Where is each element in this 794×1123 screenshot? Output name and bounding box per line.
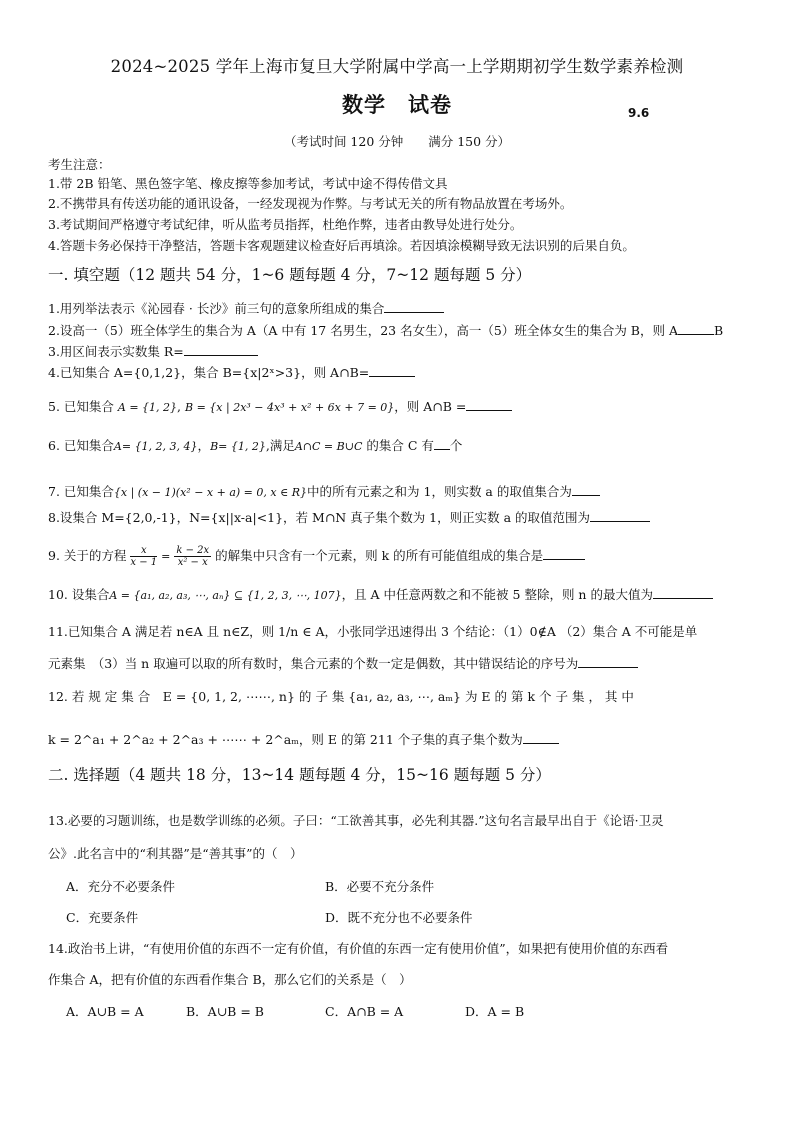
- question-6-post: 的集合 C 有: [366, 438, 434, 453]
- fraction-denominator: x² − x: [177, 557, 208, 568]
- question-14-line-1: 14.政治书上讲，“有使用价值的东西不一定有价值，有价值的东西一定有使用价值”，如果把有使用价值的东西看: [48, 941, 669, 956]
- question-12-text: k = 2^a₁ + 2^a₂ + 2^a₃ + ⋯⋯ + 2^aₘ，则 E 的第 211 个子集的真子集个数为: [48, 732, 523, 747]
- question-12-line-2: [48, 731, 750, 749]
- question-7: [48, 483, 750, 502]
- notice-item-2: 2.不携带具有传送功能的通讯设备，一经发现视为作弊。与考试无关的所有物品放置在考场外。: [48, 196, 573, 211]
- notice-item-3: 3.考试期间严格遵守考试纪律，听从监考员指挥，杜绝作弊，违者由教导处进行处分。: [48, 217, 523, 232]
- question-7-set: {x | (x − 1)(x² − x + a) = 0, x ∈ R}: [113, 486, 308, 499]
- question-5-post: ，则 A∩B =: [394, 399, 467, 414]
- answer-blank: [466, 398, 512, 411]
- answer-blank: [434, 437, 450, 450]
- fraction-denominator: x − 1: [130, 557, 158, 568]
- question-8-text: 8.设集合 M={2,0,-1}，N={x||x-a|<1}，若 M∩N 真子集个数为 1，则正实数 a 的取值范围为: [48, 510, 591, 525]
- question-14-line-2: 作集合 A，把有价值的东西看作集合 B，那么它们的关系是（ ）: [48, 972, 412, 987]
- exam-subject: 数学 试卷: [342, 92, 452, 117]
- exam-title: 2024~2025 学年上海市复旦大学附属中学高一上学期期初学生数学素养检测: [110, 57, 684, 76]
- question-5-text: 5. 已知集合: [48, 399, 114, 414]
- question-11-text: 元素集 （3）当 n 取遍可以取的所有数时，集合元素的个数一定是偶数，其中错误结论的序号为: [48, 656, 579, 671]
- notice-item-1: 1.带 2B 铅笔、黑色签字笔、橡皮擦等参加考试，考试中途不得传借文具: [48, 176, 448, 191]
- question-6-end: 个: [449, 438, 463, 453]
- question-10-set: A = {a₁, a₂, a₃, ⋯, aₙ} ⊆ {1, 2, 3, ⋯, 107}: [109, 589, 342, 602]
- question-5-set-b: B = {x | 2x³ − 4x³ + x² + 6x + 7 = 0}: [185, 401, 395, 414]
- answer-blank: [578, 655, 638, 668]
- question-2-tail: B: [713, 323, 724, 338]
- answer-blank: [653, 586, 713, 599]
- question-9-fraction-right: [174, 545, 211, 568]
- question-14-option-d: D．A = B: [465, 1004, 525, 1019]
- fraction-numerator: k − 2x: [176, 545, 210, 556]
- question-1-text: 1.用列举法表示《沁园春 · 长沙》前三句的意象所组成的集合: [48, 301, 385, 316]
- question-5: 5. 已知集合 A = {1, 2}, B = {x | 2x³ − 4x³ + x² + 6x + 7 = 0}，则 A∩B =: [48, 398, 750, 417]
- question-6: 6. 已知集合A= {1, 2, 3, 4}，B= {1, 2},满足A∩C = B∪C 的集合 C 有 个: [48, 438, 463, 453]
- question-6-set-a: A= {1, 2, 3, 4}: [113, 440, 198, 453]
- question-13-line-2: 公》.此名言中的“利其器”是“善其事”的（ ）: [48, 846, 303, 861]
- question-14-option-a: A．A∪B = A: [66, 1004, 144, 1019]
- answer-blank: [384, 300, 444, 313]
- exam-time-info: （考试时间 120 分钟 满分 150 分）: [283, 134, 511, 149]
- question-13-option-a: A．充分不必要条件: [66, 879, 176, 894]
- question-8: [48, 509, 750, 527]
- answer-blank: [523, 731, 559, 744]
- fraction-numerator: x: [130, 545, 157, 557]
- question-11-line-1: 11.已知集合 A 满足若 n∈A 且 n∈Z，则 1/n ∈ A，小张同学迅速得出 3 个结论：（1）0∉A （2）集合 A 不可能是单: [48, 624, 698, 639]
- question-13-line-1: 13.必要的习题训练，也是数学训练的必须。子曰：“工欲善其事，必先利其器.”这句名言最早出自于《论语·卫灵: [48, 813, 664, 828]
- exam-date: 9.6: [628, 106, 650, 120]
- question-3-text: 3.用区间表示实数集 R=: [48, 344, 184, 359]
- question-6-mid: 满足: [269, 438, 295, 453]
- question-10: [48, 586, 750, 605]
- question-13-option-b: B．必要不充分条件: [325, 879, 435, 894]
- question-11-line-2: [48, 655, 750, 673]
- question-1: [48, 300, 750, 318]
- question-6-condition: A∩C = B∪C: [294, 440, 363, 453]
- question-5-set-a: A = {1, 2}: [117, 401, 178, 414]
- question-6-text: 6. 已知集合: [48, 438, 114, 453]
- section-1-heading: 一. 填空题（12 题共 54 分，1~6 题每题 4 分，7~12 题每题 5 分）: [48, 266, 532, 284]
- notice-item-4: 4.答题卡务必保持干净整洁，答题卡客观题建议检查好后再填涂。若因填涂模糊导致无法识别的后果自负。: [48, 238, 635, 253]
- question-7-text: 7. 已知集合: [48, 484, 114, 499]
- question-4-text: 4.已知集合 A={0,1,2}，集合 B={x|2ˣ>3}，则 A∩B=: [48, 365, 370, 380]
- question-13-option-d: D．既不充分也不必要条件: [325, 910, 473, 925]
- question-9-text: 9. 关于的方程: [48, 548, 127, 563]
- question-4: [48, 364, 750, 382]
- answer-blank: [543, 547, 585, 560]
- section-2-heading: 二. 选择题（4 题共 18 分，13~14 题每题 4 分，15~16 题每题 5 分）: [48, 766, 551, 784]
- answer-blank: [590, 509, 650, 522]
- question-7-post: 中的所有元素之和为 1，则实数 a 的取值集合为: [307, 484, 572, 499]
- question-13-option-c: C．充要条件: [66, 910, 139, 925]
- question-12-line-1: 12. 若 规 定 集 合 E = {0, 1, 2, ⋯⋯, n} 的 子 集 {a₁, a₂, a₃, ⋯, aₘ} 为 E 的 第 k 个 子 集 ， 其 中: [48, 689, 634, 704]
- question-9-post: 的解集中只含有一个元素，则 k 的所有可能值组成的集合是: [215, 548, 544, 563]
- notice-heading: 考生注意：: [48, 157, 111, 172]
- question-9-fraction-left: [130, 545, 157, 568]
- answer-blank: [184, 343, 258, 356]
- answer-blank: [572, 483, 600, 496]
- question-14-option-c: C．A∩B = A: [325, 1004, 404, 1019]
- question-2: [48, 322, 750, 340]
- question-14-option-b: B．A∪B = B: [186, 1004, 264, 1019]
- question-10-text: 10. 设集合: [48, 587, 110, 602]
- answer-blank: [678, 322, 714, 335]
- question-9: [48, 545, 750, 568]
- question-3: [48, 343, 750, 361]
- question-6-set-b: B= {1, 2}: [210, 440, 266, 453]
- question-2-text: 2.设高一（5）班全体学生的集合为 A（A 中有 17 名男生，23 名女生），高一（5）班全体女生的集合为 B，则 A: [48, 323, 678, 338]
- question-10-post: ，且 A 中任意两数之和不能被 5 整除，则 n 的最大值为: [341, 587, 653, 602]
- answer-blank: [369, 364, 415, 377]
- equals-sign: =: [161, 550, 171, 563]
